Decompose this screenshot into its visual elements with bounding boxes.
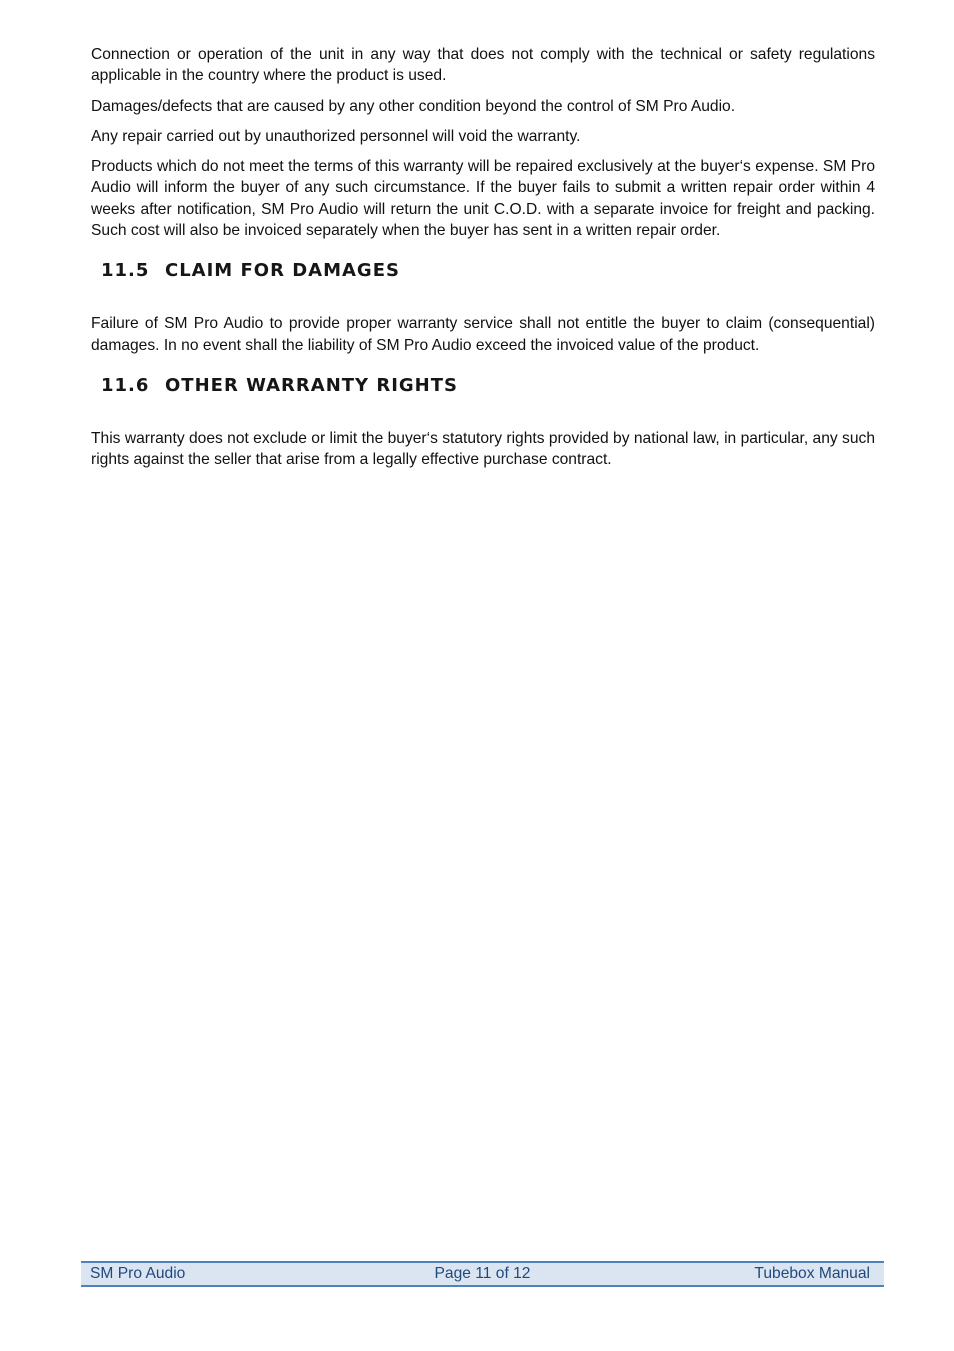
paragraph-buyer-expense: Products which do not meet the terms of this warranty will be repaired exclusively at the buyer‘s expense. SM Pro Audio will inform the buyer of any such circumstance. If the buyer fails to submit a written repair order within 4 weeks after notification, SM Pro Audio will return the unit C.O.D. with a separate invoice for freight and packing. Such cost will also be invoiced separately when the buyer has sent in a written repair order. xyxy=(91,158,875,240)
section-title: OTHER WARRANTY RIGHTS xyxy=(165,374,458,396)
footer-manual-title: Tubebox Manual xyxy=(754,1265,870,1282)
section-title: CLAIM FOR DAMAGES xyxy=(165,260,400,282)
section-heading-11-5 xyxy=(101,260,875,281)
paragraph-damages-defects: Damages/defects that are caused by any other condition beyond the control of SM Pro Audio. xyxy=(91,97,736,115)
paragraph-claim-for-damages: Failure of SM Pro Audio to provide proper warranty service shall not entitle the buyer to claim (consequential) damages. In no event shall the liability of SM Pro Audio exceed the invoiced value of the product. xyxy=(91,315,875,354)
section-number: 11.6 xyxy=(101,374,150,396)
footer-company: SM Pro Audio xyxy=(90,1265,186,1282)
page-footer xyxy=(81,1261,884,1287)
footer-page-number: Page 11 of 12 xyxy=(434,1265,531,1282)
section-heading-11-6 xyxy=(101,375,875,396)
paragraph-other-warranty-rights: This warranty does not exclude or limit the buyer‘s statutory rights provided by national law, in particular, any such rights against the seller that arise from a legally effective purchase contract. xyxy=(91,429,875,469)
paragraph-connection-operation: Connection or operation of the unit in any way that does not comply with the technical or safety regulations applicable in the country where the product is used. xyxy=(91,46,875,85)
paragraph-unauthorized-repair: Any repair carried out by unauthorized personnel will void the warranty. xyxy=(91,127,581,145)
section-number: 11.5 xyxy=(101,260,150,282)
document-body xyxy=(91,44,875,480)
